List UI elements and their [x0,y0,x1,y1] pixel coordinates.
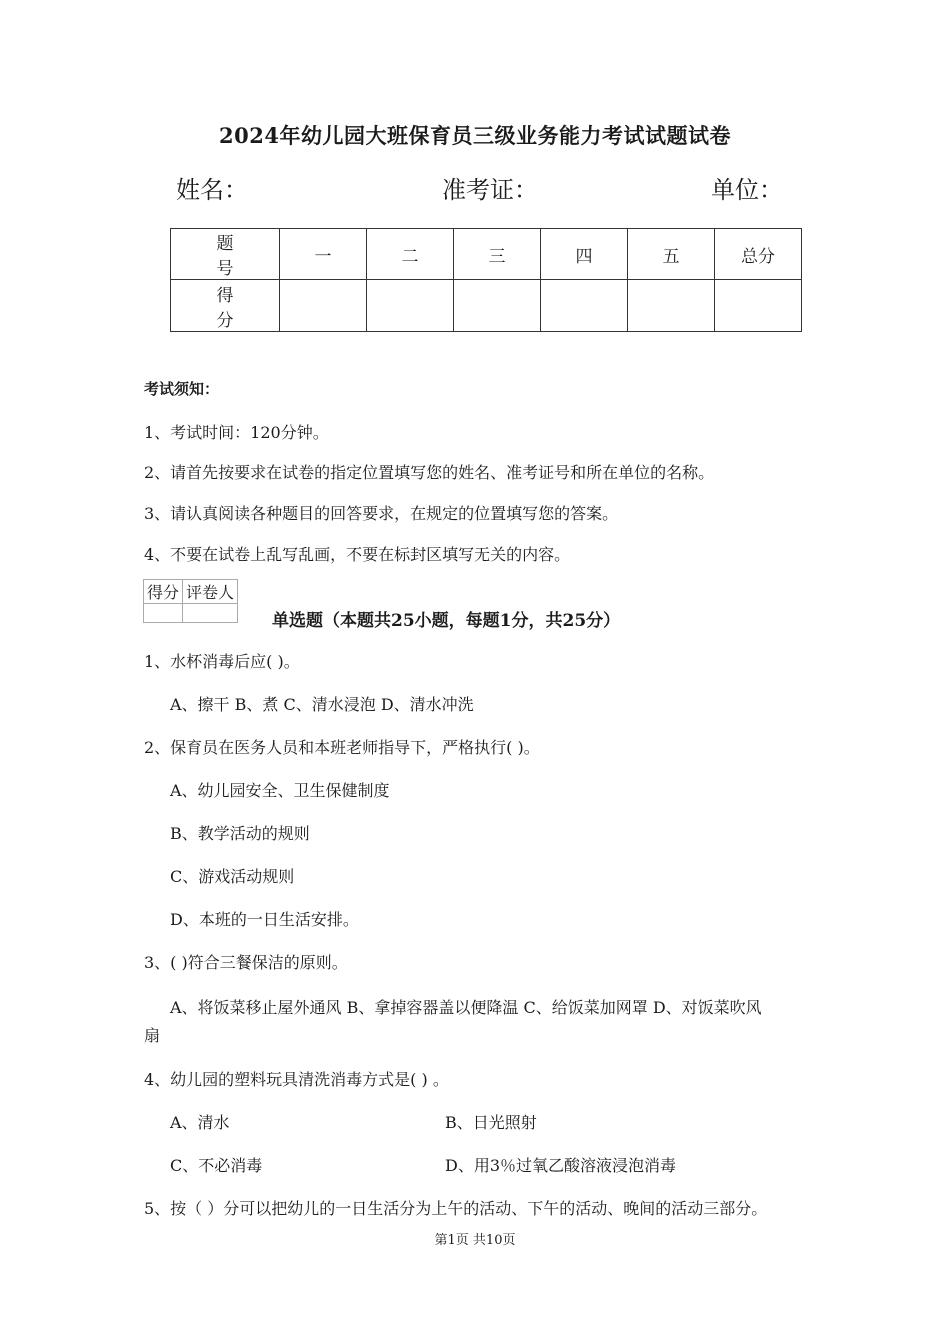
header-total: 总分 [715,229,802,280]
notice-title: 考试须知： [144,380,220,398]
unit-label: 单位： [711,176,783,204]
notice-item-2: 2、请首先按要求在试卷的指定位置填写您的姓名、准考证号和所在单位的名称。 [144,463,715,482]
score-table [170,228,802,332]
question-3-options: A、将饭菜移止屋外通风 B、拿掉容器盖以便降温 C、给饭菜加网罩 D、对饭菜吹风 [170,998,762,1017]
question-2: 2、保育员在医务人员和本班老师指导下，严格执行( )。 [144,738,540,757]
header-section-3: 三 [454,229,541,280]
score-cell-1[interactable] [280,280,367,332]
header-section-5: 五 [628,229,715,280]
question-2-option-d: D、本班的一日生活安排。 [170,910,359,929]
question-5: 5、按（ ）分可以把幼儿的一日生活分为上午的活动、下午的活动、晚间的活动三部分。 [144,1199,768,1218]
score-table-score-row [171,280,802,332]
score-cell-3[interactable] [454,280,541,332]
name-label: 姓名： [176,176,248,204]
question-2-option-a: A、幼儿园安全、卫生保健制度 [170,781,390,800]
question-4-option-b: B、日光照射 [445,1113,537,1132]
question-2-option-b: B、教学活动的规则 [170,824,310,843]
grader-score-cell[interactable] [144,604,183,623]
question-1-options: A、擦干 B、煮 C、清水浸泡 D、清水冲洗 [170,695,474,714]
grader-box [143,579,238,623]
question-3: 3、( )符合三餐保洁的原则。 [144,953,348,972]
exam-id-label: 准考证： [442,176,538,204]
question-4-option-d: D、用3％过氧乙酸溶液浸泡消毒 [445,1156,677,1175]
notice-item-1: 1、考试时间：120分钟。 [144,423,329,442]
header-question-number: 题 号 [171,229,280,280]
question-4: 4、幼儿园的塑料玩具清洗消毒方式是( ) 。 [144,1070,449,1089]
header-section-1: 一 [280,229,367,280]
score-cell-5[interactable] [628,280,715,332]
document-title: 2024年幼儿园大班保育员三级业务能力考试试题试卷 [219,123,731,148]
question-3-options-wrap: 扇 [144,1026,161,1045]
question-4-option-a: A、清水 [170,1113,230,1132]
score-cell-total[interactable] [715,280,802,332]
score-cell-2[interactable] [367,280,454,332]
grader-score-label: 得分 [144,580,183,604]
score-cell-4[interactable] [541,280,628,332]
grader-name-cell[interactable] [183,604,238,623]
score-table-header-row [171,229,802,280]
score-row-label: 得 分 [171,280,280,332]
header-section-4: 四 [541,229,628,280]
question-2-option-c: C、游戏活动规则 [170,867,295,886]
question-1: 1、水杯消毒后应( )。 [144,652,300,671]
header-section-2: 二 [367,229,454,280]
section-title: 单选题（本题共25小题，每题1分，共25分） [272,611,621,631]
notice-item-3: 3、请认真阅读各种题目的回答要求，在规定的位置填写您的答案。 [144,504,619,523]
notice-item-4: 4、不要在试卷上乱写乱画，不要在标封区填写无关的内容。 [144,545,571,564]
grader-name-label: 评卷人 [183,580,238,604]
question-4-option-c: C、不必消毒 [170,1156,263,1175]
page-footer: 第1页 共10页 [434,1233,516,1248]
